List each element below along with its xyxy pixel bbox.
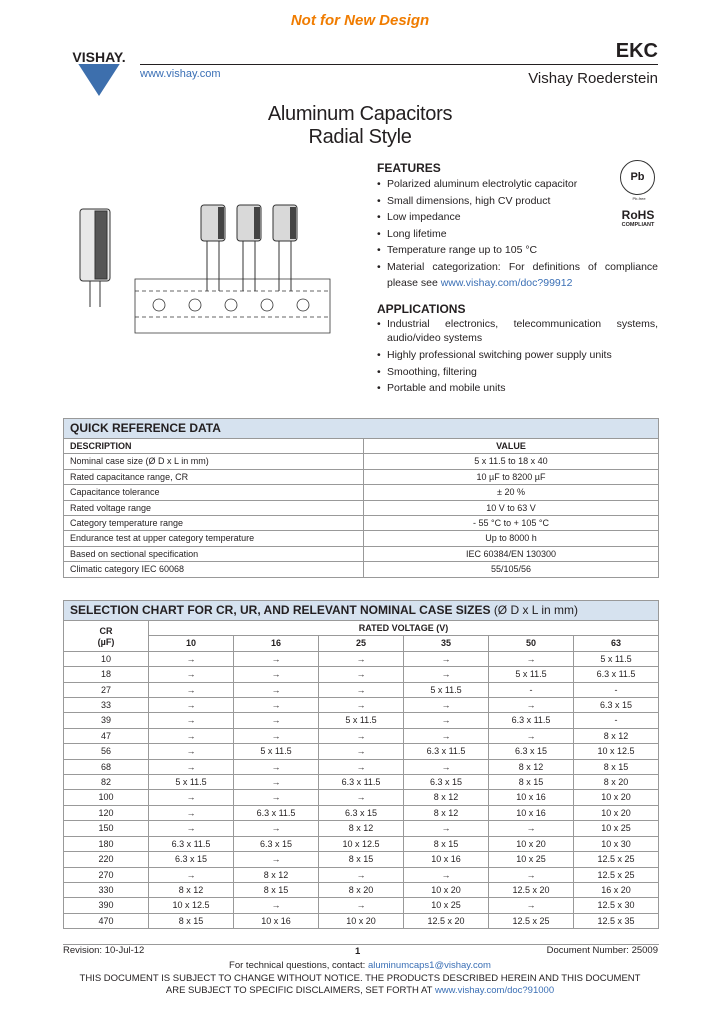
case-size-cell: → <box>149 821 234 836</box>
case-size-cell: 8 x 12 <box>234 867 319 882</box>
quick-ref-row <box>64 531 659 546</box>
quick-ref-value: IEC 60384/EN 130300 <box>364 546 659 561</box>
case-size-cell: 5 x 11.5 <box>234 744 319 759</box>
selection-row <box>64 882 659 897</box>
not-for-new-design-banner: Not for New Design <box>290 12 430 29</box>
selection-row <box>64 759 659 774</box>
capacitance-cell: 120 <box>64 805 149 820</box>
capacitance-cell: 10 <box>64 651 149 666</box>
upright-capacitors <box>201 205 297 291</box>
case-size-cell: → <box>319 790 404 805</box>
case-size-cell: 6.3 x 11.5 <box>149 836 234 851</box>
selection-title-unit: (Ø D x L in mm) <box>493 603 579 617</box>
application-item: • Portable and mobile units <box>377 380 658 397</box>
case-size-cell: - <box>574 713 659 728</box>
case-size-cell: 12.5 x 25 <box>574 852 659 867</box>
capacitance-cell: 27 <box>64 682 149 697</box>
website-link[interactable]: www.vishay.com <box>140 68 221 80</box>
quick-ref-value: - 55 °C to + 105 °C <box>364 516 659 531</box>
case-size-cell: → <box>489 728 574 743</box>
compliance-link[interactable]: www.vishay.com/doc?99912 <box>440 277 573 289</box>
pb-free-label: Pb-free <box>632 196 646 201</box>
case-size-cell: 6.3 x 11.5 <box>319 775 404 790</box>
document-number: Document Number: 25009 <box>546 945 658 956</box>
selection-row <box>64 713 659 728</box>
case-size-cell: 10 x 25 <box>574 821 659 836</box>
quick-ref-value: ± 20 % <box>364 485 659 500</box>
case-size-cell: → <box>149 790 234 805</box>
case-size-cell: → <box>319 744 404 759</box>
case-size-cell: 8 x 12 <box>404 805 489 820</box>
case-size-cell: - <box>574 682 659 697</box>
case-size-cell: 6.3 x 11.5 <box>489 713 574 728</box>
case-size-cell: 10 x 20 <box>489 836 574 851</box>
case-size-cell: → <box>234 790 319 805</box>
case-size-cell: 16 x 20 <box>574 882 659 897</box>
case-size-cell: 12.5 x 30 <box>574 898 659 913</box>
case-size-cell: → <box>149 667 234 682</box>
capacitance-cell: 390 <box>64 898 149 913</box>
selection-row <box>64 790 659 805</box>
case-size-cell: → <box>404 759 489 774</box>
capacitance-cell: 39 <box>64 713 149 728</box>
case-size-cell: → <box>234 759 319 774</box>
cap-header: CR <box>99 625 113 636</box>
voltage-header-cell: 16 <box>234 636 319 651</box>
case-size-cell: → <box>404 667 489 682</box>
case-size-cell: 5 x 11.5 <box>149 775 234 790</box>
voltage-header-cell: 10 <box>149 636 234 651</box>
quick-ref-row <box>64 562 659 577</box>
case-size-cell: 6.3 x 11.5 <box>574 667 659 682</box>
case-size-cell: - <box>489 682 574 697</box>
case-size-cell: → <box>149 728 234 743</box>
capacitance-cell: 33 <box>64 698 149 713</box>
quick-reference-title: QUICK REFERENCE DATA <box>64 419 659 439</box>
case-size-cell: 10 x 12.5 <box>149 898 234 913</box>
quick-ref-row <box>64 485 659 500</box>
case-size-cell: 8 x 20 <box>574 775 659 790</box>
company-name: Vishay Roederstein <box>528 70 658 87</box>
quick-ref-value: 10 µF to 8200 µF <box>364 469 659 484</box>
selection-row <box>64 744 659 759</box>
case-size-cell: 8 x 12 <box>489 759 574 774</box>
selection-row <box>64 867 659 882</box>
case-size-cell: 12.5 x 25 <box>489 913 574 928</box>
case-size-cell: 12.5 x 25 <box>574 867 659 882</box>
disclaimer-link[interactable]: www.vishay.com/doc?91000 <box>434 985 555 996</box>
case-size-cell: 10 x 12.5 <box>574 744 659 759</box>
case-size-cell: 12.5 x 20 <box>404 913 489 928</box>
case-size-cell: → <box>319 682 404 697</box>
capacitance-cell: 82 <box>64 775 149 790</box>
case-size-cell: → <box>234 667 319 682</box>
case-size-cell: 5 x 11.5 <box>489 667 574 682</box>
feature-item: • Long lifetime <box>377 226 658 243</box>
col-description: DESCRIPTION <box>64 439 364 454</box>
case-size-cell: 5 x 11.5 <box>404 682 489 697</box>
quick-ref-desc: Rated voltage range <box>64 500 364 515</box>
case-size-cell: → <box>404 698 489 713</box>
application-item: • Highly professional switching power supply units <box>377 347 658 364</box>
case-size-cell: 6.3 x 15 <box>149 852 234 867</box>
capacitance-cell: 56 <box>64 744 149 759</box>
selection-row <box>64 913 659 928</box>
rohs-label: RoHS <box>621 208 655 222</box>
case-size-cell: 6.3 x 11.5 <box>234 805 319 820</box>
case-size-cell: → <box>234 698 319 713</box>
quick-ref-desc: Based on sectional specification <box>64 546 364 561</box>
case-size-cell: 8 x 15 <box>489 775 574 790</box>
case-size-cell: → <box>234 651 319 666</box>
selection-row <box>64 667 659 682</box>
quick-ref-desc: Climatic category IEC 60068 <box>64 562 364 577</box>
case-size-cell: 8 x 12 <box>319 821 404 836</box>
case-size-cell: 10 x 16 <box>234 913 319 928</box>
voltage-header-cell: 25 <box>319 636 404 651</box>
selection-chart-title <box>64 601 659 621</box>
rohs-compliant-label: COMPLIANT <box>621 222 655 228</box>
case-size-cell: → <box>149 759 234 774</box>
case-size-cell: → <box>234 713 319 728</box>
selection-row <box>64 775 659 790</box>
case-size-cell: → <box>234 728 319 743</box>
selection-chart-table <box>63 600 659 929</box>
case-size-cell: → <box>404 728 489 743</box>
pb-free-icon: Pb <box>620 160 655 195</box>
quick-ref-row <box>64 500 659 515</box>
case-size-cell: → <box>149 867 234 882</box>
tech-email-link[interactable]: aluminumcaps1@vishay.com <box>367 960 491 971</box>
cap-unit: (µF) <box>97 636 115 647</box>
case-size-cell: 10 x 16 <box>404 852 489 867</box>
capacitance-cell: 180 <box>64 836 149 851</box>
disclaimer-prefix: ARE SUBJECT TO SPECIFIC DISCLAIMERS, SET FORTH AT <box>165 985 435 996</box>
case-size-cell: 8 x 20 <box>319 882 404 897</box>
feature-item: • Temperature range up to 105 °C <box>377 242 658 259</box>
case-size-cell: 12.5 x 35 <box>574 913 659 928</box>
case-size-cell: 6.3 x 15 <box>489 744 574 759</box>
feature-item-material <box>377 259 658 292</box>
selection-row <box>64 728 659 743</box>
brand-text: VISHAY. <box>72 49 126 65</box>
case-size-cell: 8 x 12 <box>149 882 234 897</box>
cap-header-cell <box>64 621 149 652</box>
case-size-cell: → <box>149 682 234 697</box>
header-divider <box>140 64 658 65</box>
page-title-line2: Radial Style <box>308 126 412 148</box>
case-size-cell: → <box>319 651 404 666</box>
case-size-cell: → <box>489 651 574 666</box>
case-size-cell: 10 x 20 <box>574 805 659 820</box>
quick-reference-table <box>63 418 659 578</box>
case-size-cell: 5 x 11.5 <box>574 651 659 666</box>
case-size-cell: 10 x 20 <box>574 790 659 805</box>
quick-ref-desc: Endurance test at upper category temperature <box>64 531 364 546</box>
disclaimer-line2 <box>0 985 720 996</box>
case-size-cell: 8 x 15 <box>319 852 404 867</box>
case-size-cell: → <box>319 667 404 682</box>
voltage-header-cell: 50 <box>489 636 574 651</box>
case-size-cell: → <box>489 867 574 882</box>
case-size-cell: 6.3 x 15 <box>574 698 659 713</box>
material-text: Material categorization: For definitions of compliance please see <box>387 260 658 289</box>
selection-row <box>64 836 659 851</box>
disclaimer-line1: THIS DOCUMENT IS SUBJECT TO CHANGE WITHOUT NOTICE. THE PRODUCTS DESCRIBED HEREIN AND THIS DOCUMENT <box>79 973 641 984</box>
case-size-cell: → <box>404 867 489 882</box>
quick-ref-desc: Category temperature range <box>64 516 364 531</box>
quick-ref-desc: Nominal case size (Ø D x L in mm) <box>64 454 364 469</box>
case-size-cell: → <box>319 898 404 913</box>
case-size-cell: → <box>149 651 234 666</box>
case-size-cell: → <box>489 898 574 913</box>
quick-ref-row <box>64 516 659 531</box>
tech-prefix: For technical questions, contact: <box>229 960 368 971</box>
selection-row <box>64 898 659 913</box>
applications-heading: APPLICATIONS <box>377 302 466 316</box>
tech-contact <box>0 960 720 971</box>
case-size-cell: → <box>489 698 574 713</box>
page-number: 1 <box>355 946 361 957</box>
selection-row <box>64 682 659 697</box>
product-code: EKC <box>615 40 658 62</box>
rated-voltage-header: RATED VOLTAGE (V) <box>149 621 659 636</box>
case-size-cell: 8 x 15 <box>404 836 489 851</box>
quick-ref-desc: Capacitance tolerance <box>64 485 364 500</box>
case-size-cell: → <box>149 744 234 759</box>
side-capacitor <box>80 209 110 307</box>
capacitance-cell: 150 <box>64 821 149 836</box>
case-size-cell: 8 x 15 <box>574 759 659 774</box>
application-item: • Smoothing, filtering <box>377 364 658 381</box>
feature-item: • Low impedance <box>377 209 658 226</box>
col-value: VALUE <box>364 439 659 454</box>
case-size-cell: → <box>319 698 404 713</box>
case-size-cell: 10 x 12.5 <box>319 836 404 851</box>
features-list <box>377 176 658 292</box>
case-size-cell: 8 x 12 <box>404 790 489 805</box>
case-size-cell: 10 x 16 <box>489 805 574 820</box>
quick-ref-value: Up to 8000 h <box>364 531 659 546</box>
selection-row <box>64 698 659 713</box>
capacitance-cell: 270 <box>64 867 149 882</box>
quick-ref-row <box>64 469 659 484</box>
case-size-cell: 5 x 11.5 <box>319 713 404 728</box>
case-size-cell: → <box>149 805 234 820</box>
case-size-cell: → <box>234 852 319 867</box>
case-size-cell: → <box>319 759 404 774</box>
features-heading: FEATURES <box>377 161 441 175</box>
case-size-cell: 10 x 16 <box>489 790 574 805</box>
case-size-cell: 6.3 x 15 <box>319 805 404 820</box>
case-size-cell: 10 x 20 <box>404 882 489 897</box>
capacitance-cell: 18 <box>64 667 149 682</box>
selection-row <box>64 821 659 836</box>
selection-row <box>64 805 659 820</box>
capacitance-cell: 220 <box>64 852 149 867</box>
case-size-cell: 8 x 15 <box>234 882 319 897</box>
voltage-row <box>64 636 659 651</box>
case-size-cell: 10 x 20 <box>319 913 404 928</box>
capacitance-cell: 47 <box>64 728 149 743</box>
case-size-cell: 6.3 x 11.5 <box>404 744 489 759</box>
vishay-logo <box>60 34 138 98</box>
case-size-cell: 12.5 x 20 <box>489 882 574 897</box>
capacitance-cell: 68 <box>64 759 149 774</box>
voltage-header-cell: 63 <box>574 636 659 651</box>
case-size-cell: → <box>234 898 319 913</box>
case-size-cell: 6.3 x 15 <box>234 836 319 851</box>
case-size-cell: → <box>404 821 489 836</box>
case-size-cell: 8 x 12 <box>574 728 659 743</box>
case-size-cell: 10 x 30 <box>574 836 659 851</box>
case-size-cell: → <box>149 713 234 728</box>
case-size-cell: 10 x 25 <box>489 852 574 867</box>
case-size-cell: → <box>234 821 319 836</box>
quick-ref-value: 10 V to 63 V <box>364 500 659 515</box>
capacitance-cell: 100 <box>64 790 149 805</box>
application-item: • Industrial electronics, telecommunication systems, audio/video systems <box>377 317 658 347</box>
quick-ref-row <box>64 546 659 561</box>
selection-row <box>64 651 659 666</box>
quick-ref-value: 55/105/56 <box>364 562 659 577</box>
case-size-cell: 10 x 25 <box>404 898 489 913</box>
quick-ref-desc: Rated capacitance range, CR <box>64 469 364 484</box>
capacitor-illustration <box>75 195 337 345</box>
selection-title-text: SELECTION CHART FOR CR, UR, AND RELEVANT NOMINAL CASE SIZES <box>70 603 491 617</box>
feature-item: • Small dimensions, high CV product <box>377 193 658 210</box>
case-size-cell: → <box>404 713 489 728</box>
voltage-header-cell: 35 <box>404 636 489 651</box>
capacitance-cell: 330 <box>64 882 149 897</box>
case-size-cell: → <box>234 682 319 697</box>
selection-row <box>64 852 659 867</box>
case-size-cell: → <box>404 651 489 666</box>
case-size-cell: → <box>149 698 234 713</box>
case-size-cell: → <box>319 867 404 882</box>
tape-strip <box>135 279 330 333</box>
case-size-cell: → <box>319 728 404 743</box>
capacitance-cell: 470 <box>64 913 149 928</box>
case-size-cell: → <box>489 821 574 836</box>
feature-item: • Polarized aluminum electrolytic capacitor <box>377 176 658 193</box>
applications-list <box>377 317 658 397</box>
revision: Revision: 10-Jul-12 <box>63 945 145 956</box>
quick-ref-value: 5 x 11.5 to 18 x 40 <box>364 454 659 469</box>
quick-ref-row <box>64 454 659 469</box>
page-title-line1: Aluminum Capacitors <box>267 103 453 125</box>
case-size-cell: 8 x 15 <box>149 913 234 928</box>
case-size-cell: 6.3 x 15 <box>404 775 489 790</box>
case-size-cell: → <box>234 775 319 790</box>
